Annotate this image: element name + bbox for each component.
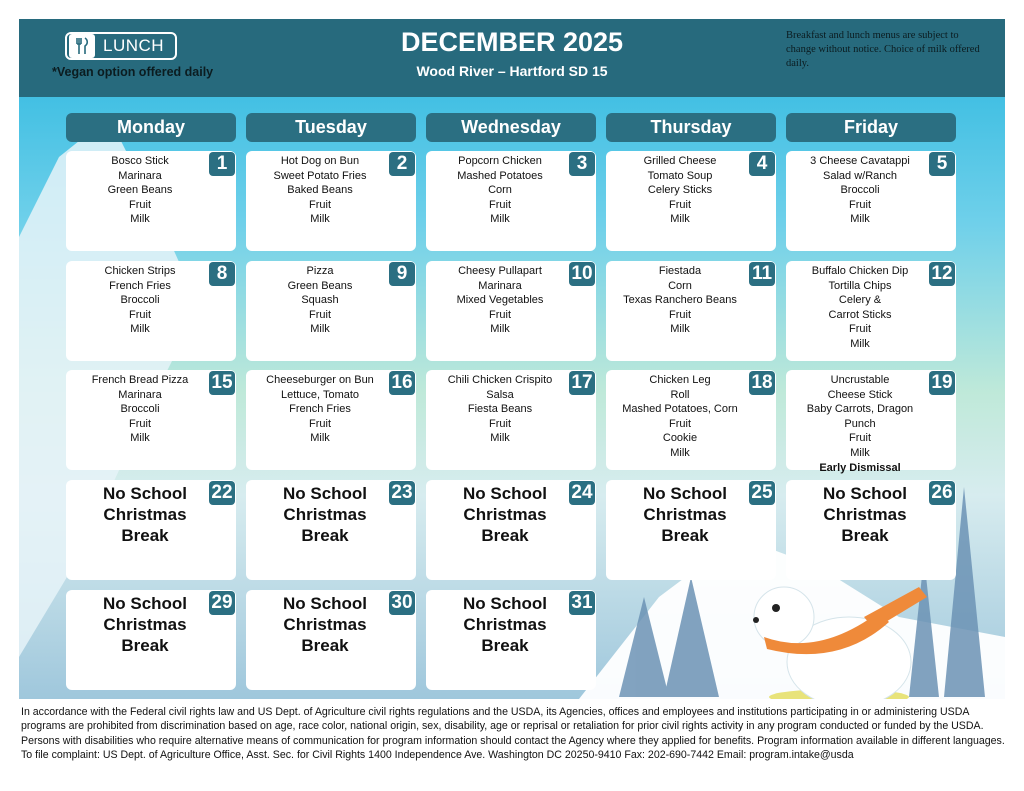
district-subtitle: Wood River – Hartford SD 15 [416, 63, 608, 79]
early-dismissal-note: Early Dismissal [819, 461, 901, 474]
menu-item: Milk [310, 432, 330, 445]
date-number: 4 [749, 152, 775, 176]
menu-item: Fruit [489, 198, 511, 211]
no-school-line: Christmas [643, 505, 727, 524]
no-school-line: No School [462, 484, 548, 503]
menu-item: Fruit [129, 198, 151, 211]
menu-item: Chicken Strips [104, 265, 176, 277]
menu-item: Marinara [118, 169, 162, 182]
no-school-line: Break [481, 636, 529, 655]
date-number: 12 [929, 262, 955, 286]
menu-item: Corn [668, 279, 692, 292]
day-header-wednesday: Wednesday [426, 113, 596, 142]
menu-item: Tortilla Chips [828, 279, 892, 292]
civil-rights-statement: In accordance with the Federal civil rights law and US Dept. of Agriculture civil rights regulations and the USDA, its Agencies, offices and employees and institutions participating in or administering USDA programs are prohibited from discrimination based on age, race color, national origin, sex, disability, age or reprisal or retaliation for prior civil rights activity in any program conducted or funded by the USDA. Persons with disabilities who require alternative means of communication for program information should contact the Agency where they applied for benefits. Program information available in different languages. To file complaint: US Dept. of Agriculture Office, Asst. Sec. for Civil Rights 1400 Independence Ave. Washington DC 20250-9410 Fax: 202-690-7442 Email: program.intake@usda [21, 706, 1005, 761]
menu-item: Baby Carrots, Dragon Punch [806, 403, 914, 430]
menu-item: French Bread Pizza [91, 374, 189, 386]
menu-item: Fruit [489, 308, 511, 321]
menu-item: Cheese Stick [827, 388, 893, 401]
menu-item: Milk [670, 446, 690, 459]
menu-items [70, 154, 210, 227]
no-school-line: Christmas [103, 615, 187, 634]
day-header-tuesday: Tuesday [246, 113, 416, 142]
day-cell [66, 480, 236, 580]
menu-items [790, 264, 930, 352]
menu-items [250, 373, 390, 446]
menu-item: Baked Beans [287, 184, 353, 197]
menu-item: Broccoli [120, 403, 160, 416]
no-school-line: Break [661, 526, 709, 545]
menu-item: Cookie [662, 432, 698, 445]
date-number: 11 [749, 262, 775, 286]
menu-items [790, 154, 930, 227]
calendar-header [19, 19, 1005, 97]
menu-item: Salad w/Ranch [823, 169, 897, 182]
menu-item: Fruit [669, 308, 691, 321]
menu-item: Fruit [849, 432, 871, 445]
day-cell [606, 151, 776, 251]
day-cell [606, 480, 776, 580]
menu-item: Mashed Potatoes, Corn [622, 403, 738, 416]
menu-item: Milk [850, 213, 870, 226]
no-school-line: No School [102, 594, 188, 613]
menu-item: Green Beans [107, 184, 173, 197]
menu-item: Milk [130, 432, 150, 445]
menu-item: Marinara [478, 279, 522, 292]
menu-item: Buffalo Chicken Dip [811, 265, 909, 277]
date-number: 15 [209, 371, 235, 395]
no-school-line: Christmas [463, 505, 547, 524]
no-school-line: Break [841, 526, 889, 545]
menu-item: Mashed Potatoes [457, 169, 543, 182]
menu-item: Marinara [118, 388, 162, 401]
menu-item: Fruit [669, 198, 691, 211]
date-number: 25 [749, 481, 775, 505]
no-school-notice [250, 593, 400, 656]
menu-item: Sweet Potato Fries [273, 169, 367, 182]
calendar-frame [19, 19, 1005, 699]
day-cell [66, 370, 236, 470]
menu-item: Fruit [309, 198, 331, 211]
date-number: 2 [389, 152, 415, 176]
menu-item: French Fries [289, 403, 351, 416]
menu-items [250, 264, 390, 337]
no-school-line: Break [121, 526, 169, 545]
menu-item: Squash [301, 294, 339, 307]
menu-item: Cheesy Pullapart [458, 265, 542, 277]
day-cell [246, 151, 416, 251]
menu-item: Green Beans [287, 279, 353, 292]
menu-item: Hot Dog on Bun [280, 155, 360, 167]
day-cell [786, 151, 956, 251]
day-cell [426, 590, 596, 690]
day-header-friday: Friday [786, 113, 956, 142]
day-header-monday: Monday [66, 113, 236, 142]
menu-item: Broccoli [840, 184, 880, 197]
menu-item: Chicken Leg [649, 374, 711, 386]
menu-item: Milk [490, 213, 510, 226]
day-cell [246, 261, 416, 361]
day-cell [66, 261, 236, 361]
menu-item: Milk [670, 323, 690, 336]
menu-item: Fruit [849, 323, 871, 336]
menu-item: Lettuce, Tomato [280, 388, 360, 401]
day-cell [426, 261, 596, 361]
date-number: 17 [569, 371, 595, 395]
menu-item: Roll [670, 388, 690, 401]
menu-items [250, 154, 390, 227]
menu-item: Broccoli [120, 294, 160, 307]
date-number: 5 [929, 152, 955, 176]
menu-item: Celery & [838, 294, 882, 307]
day-cell [246, 590, 416, 690]
date-number: 18 [749, 371, 775, 395]
no-school-notice [430, 483, 580, 546]
no-school-notice [430, 593, 580, 656]
fork-knife-icon [69, 34, 95, 58]
no-school-notice [610, 483, 760, 546]
day-cell [606, 261, 776, 361]
date-number: 22 [209, 481, 235, 505]
menu-item: Uncrustable [830, 374, 890, 386]
day-cell [786, 261, 956, 361]
menu-item: Milk [130, 213, 150, 226]
menu-items [70, 264, 210, 337]
date-number: 23 [389, 481, 415, 505]
menu-item: Chili Chicken Crispito [447, 374, 553, 386]
date-number: 1 [209, 152, 235, 176]
no-school-line: Break [121, 636, 169, 655]
menu-items [430, 264, 570, 337]
menu-items [610, 154, 750, 227]
date-number: 31 [569, 591, 595, 615]
no-school-line: No School [282, 484, 368, 503]
day-cell [426, 151, 596, 251]
no-school-line: Christmas [463, 615, 547, 634]
no-school-line: Christmas [823, 505, 907, 524]
menu-item: Fruit [129, 417, 151, 430]
menu-item: Milk [670, 213, 690, 226]
date-number: 30 [389, 591, 415, 615]
no-school-line: No School [102, 484, 188, 503]
menu-item: Fiesta Beans [467, 403, 533, 416]
menu-items [790, 373, 930, 475]
no-school-line: Christmas [283, 505, 367, 524]
day-cell [246, 370, 416, 470]
no-school-notice [790, 483, 940, 546]
day-cell [786, 480, 956, 580]
date-number: 24 [569, 481, 595, 505]
no-school-line: No School [642, 484, 728, 503]
no-school-line: Break [301, 636, 349, 655]
menu-notice: Breakfast and lunch menus are subject to change without notice. Choice of milk offered daily. [786, 30, 980, 69]
menu-item: Carrot Sticks [828, 308, 892, 321]
menu-item: French Fries [109, 279, 171, 292]
date-number: 26 [929, 481, 955, 505]
vegan-note: *Vegan option offered daily [52, 65, 214, 79]
date-number: 9 [389, 262, 415, 286]
menu-item: Pizza [306, 265, 334, 277]
menu-item: Grilled Cheese [643, 155, 717, 167]
menu-item: Fruit [309, 417, 331, 430]
menu-item: Milk [490, 323, 510, 336]
day-cell [786, 370, 956, 474]
menu-item: Fiestada [658, 265, 702, 277]
lunch-logo [65, 32, 177, 60]
menu-item: Popcorn Chicken [458, 155, 542, 167]
menu-item: Milk [850, 446, 870, 459]
menu-items [70, 373, 210, 446]
day-cell [66, 151, 236, 251]
menu-item: Texas Ranchero Beans [623, 294, 737, 307]
menu-item: Bosco Stick [111, 155, 169, 167]
date-number: 16 [389, 371, 415, 395]
date-number: 8 [209, 262, 235, 286]
menu-item: Milk [310, 213, 330, 226]
no-school-line: No School [462, 594, 548, 613]
menu-items [610, 264, 750, 337]
no-school-line: No School [282, 594, 368, 613]
day-header-thursday: Thursday [606, 113, 776, 142]
day-cell [66, 590, 236, 690]
date-number: 29 [209, 591, 235, 615]
no-school-notice [70, 483, 220, 546]
menu-item: Milk [850, 337, 870, 350]
menu-item: Milk [310, 323, 330, 336]
menu-item: Tomato Soup [647, 169, 713, 182]
menu-items [430, 373, 570, 446]
menu-item: Mixed Vegetables [456, 294, 544, 307]
no-school-line: Break [301, 526, 349, 545]
menu-item: Milk [490, 432, 510, 445]
menu-item: Celery Sticks [647, 184, 713, 197]
menu-item: Fruit [129, 308, 151, 321]
menu-items [430, 154, 570, 227]
menu-item: Milk [130, 323, 150, 336]
menu-item: 3 Cheese Cavatappi [810, 155, 910, 167]
menu-item: Fruit [849, 198, 871, 211]
page-title: DECEMBER 2025 [400, 27, 624, 57]
day-cell [246, 480, 416, 580]
day-cell [426, 370, 596, 470]
date-number: 3 [569, 152, 595, 176]
day-cell [426, 480, 596, 580]
no-school-line: No School [822, 484, 908, 503]
no-school-notice [70, 593, 220, 656]
no-school-line: Christmas [103, 505, 187, 524]
date-number: 10 [569, 262, 595, 286]
date-number: 19 [929, 371, 955, 395]
menu-item: Cheeseburger on Bun [266, 374, 374, 386]
no-school-notice [250, 483, 400, 546]
menu-item: Fruit [309, 308, 331, 321]
day-cell [606, 370, 776, 470]
logo-text: LUNCH [103, 36, 165, 55]
menu-item: Fruit [669, 417, 691, 430]
menu-items [610, 373, 750, 461]
menu-item: Fruit [489, 417, 511, 430]
menu-item: Salsa [486, 388, 514, 401]
menu-item: Corn [488, 184, 512, 197]
no-school-line: Break [481, 526, 529, 545]
no-school-line: Christmas [283, 615, 367, 634]
